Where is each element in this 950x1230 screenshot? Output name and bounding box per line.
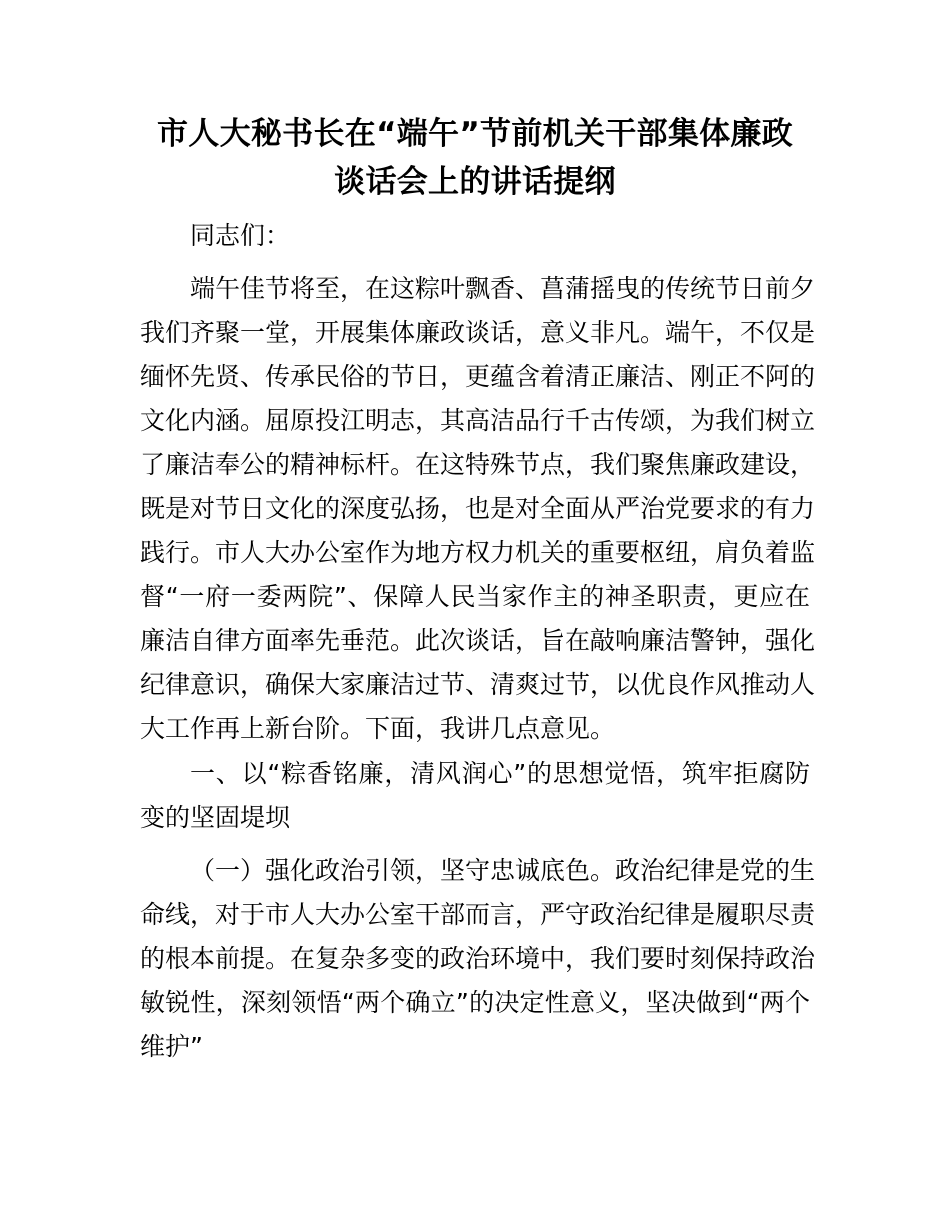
paragraph-line: 既是对节日文化的深度弘扬，也是对全面从严治党要求的有力 bbox=[140, 494, 816, 523]
paragraph-line: 的根本前提。在复杂多变的政治环境中，我们要时刻保持政治 bbox=[140, 944, 816, 973]
salutation bbox=[140, 214, 810, 258]
paragraph-line: 廉洁自律方面率先垂范。此次谈话，旨在敲响廉洁警钟，强化 bbox=[140, 626, 816, 655]
paragraph-intro bbox=[140, 267, 816, 751]
paragraph-line: 督“一府一委两院”、保障人民当家作主的神圣职责，更应在 bbox=[140, 582, 810, 611]
document-title-line-1: 市人大秘书长在“端午”节前机关干部集体廉政 bbox=[156, 116, 794, 152]
paragraph-line: 大工作再上新台阶。下面，我讲几点意见。 bbox=[140, 714, 616, 743]
paragraph-political bbox=[140, 849, 816, 1069]
paragraph-line: 我们齐聚一堂，开展集体廉政谈话，意义非凡。端午，不仅是 bbox=[140, 318, 816, 347]
paragraph-line: 端午佳节将至，在这粽叶飘香、菖蒲摇曳的传统节日前夕 bbox=[190, 274, 816, 303]
paragraph-line: 践行。市人大办公室作为地方权力机关的重要枢纽，肩负着监 bbox=[140, 538, 816, 567]
paragraph-line: 缅怀先贤、传承民俗的节日，更蕴含着清正廉洁、刚正不阿的 bbox=[140, 362, 816, 391]
heading-line: 一、以“粽香铭廉，清风润心”的思想觉悟，筑牢拒腐防 bbox=[190, 759, 810, 788]
salutation-text: 同志们： bbox=[190, 221, 291, 250]
paragraph-line: 维护” bbox=[140, 1032, 203, 1061]
paragraph-line: 命线，对于市人大办公室干部而言，严守政治纪律是履职尽责 bbox=[140, 900, 816, 929]
paragraph-line: 了廉洁奉公的精神标杆。在这特殊节点，我们聚焦廉政建设， bbox=[140, 450, 816, 479]
paragraph-line: 文化内涵。屈原投江明志，其高洁品行千古传颂，为我们树立 bbox=[140, 406, 816, 435]
paragraph-line: 敏锐性，深刻领悟“两个确立”的决定性意义，坚决做到“两个 bbox=[140, 988, 810, 1017]
paragraph-line: （一）强化政治引领，坚守忠诚底色。政治纪律是党的生 bbox=[190, 856, 816, 885]
document-title-line-2: 谈话会上的讲话提纲 bbox=[334, 164, 616, 200]
section-heading-1 bbox=[140, 752, 810, 840]
heading-line: 变的坚固堤坝 bbox=[140, 803, 291, 832]
paragraph-line: 纪律意识，确保大家廉洁过节、清爽过节，以优良作风推动人 bbox=[140, 670, 816, 699]
